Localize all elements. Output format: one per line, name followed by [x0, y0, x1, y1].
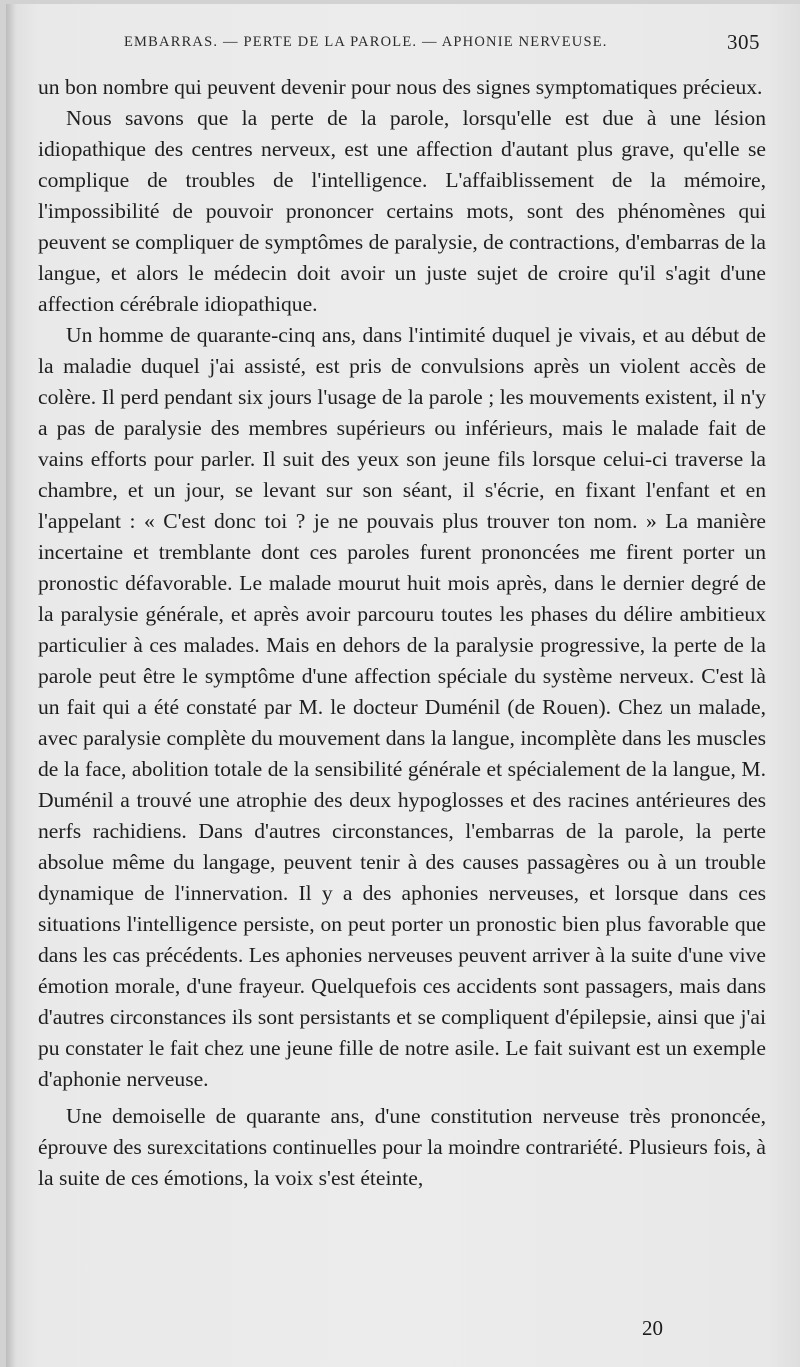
page-header	[124, 30, 760, 64]
paragraph: Un homme de quarante-cinq ans, dans l'intimité duquel je vivais, et au début de la maladie duquel j'ai assisté, est pris de convulsions après un violent accès de colère. Il perd pendant six jours l'usage de la parole ; les mouvements existent, il n'y a pas de paralysie des membres supérieurs ou inférieurs, mais le malade fait de vains efforts pour parler. Il suit des yeux son jeune fils lorsque celui-ci traverse la chambre, et un jour, se levant sur son séant, il s'écrie, en fixant l'enfant et en l'appelant : « C'est donc toi ? je ne pouvais plus trouver ton nom. » La manière incertaine et tremblante dont ces paroles furent prononcées me firent porter un pronostic défavorable. Le malade mourut huit mois après, dans le dernier degré de la paralysie générale, et après avoir parcouru toutes les phases du délire ambitieux particulier à ces malades. Mais en dehors de la paralysie progressive, la perte de la parole peut être le symptôme d'une affection spéciale du système nerveux. C'est là un fait qui a été constaté par M. le docteur Duménil (de Rouen). Chez un malade, avec paralysie complète du mouvement dans la langue, incomplète dans les muscles de la face, abolition totale de la sensibilité générale et spécialement de la langue, M. Duménil a trouvé une atrophie des deux hypoglosses et des racines antérieures des nerfs rachidiens. Dans d'autres circonstances, l'embarras de la parole, la perte absolue même du langage, peuvent tenir à des causes passagères ou à un trouble dynamique de l'innervation. Il y a des aphonies nerveuses, et lorsque dans ces situations l'intelligence persiste, on peut porter un pronostic bien plus favorable que dans les cas précédents. Les aphonies nerveuses peuvent arriver à la suite d'une vive émotion morale, d'une frayeur. Quelquefois ces accidents sont passagers, mais dans d'autres circonstances ils sont persistants et se compliquent d'épilepsie, ainsi que j'ai pu constater le fait chez une jeune fille de notre asile. Le fait suivant est un exemple d'aphonie nerveuse.	[38, 323, 766, 1091]
signature-mark: 20	[642, 1316, 663, 1340]
page-number: 305	[727, 30, 760, 54]
paragraph: un bon nombre qui peuvent devenir pour nous des signes symptomatiques précieux.	[38, 75, 763, 99]
running-head: EMBARRAS. — PERTE DE LA PAROLE. — APHONIE NERVEUSE.	[124, 34, 608, 50]
paragraph: Une demoiselle de quarante ans, d'une constitution nerveuse très prononcée, éprouve des surexcitations continuelles pour la moindre contrariété. Plusieurs fois, à la suite de ces émotions, la voix s'est éteinte,	[38, 1104, 766, 1190]
paragraph: Nous savons que la perte de la parole, lorsqu'elle est due à une lésion idiopathique des centres nerveux, est une affection d'autant plus grave, qu'elle se complique de troubles de l'intelligence. L'affaiblissement de la mémoire, l'impossibilité de pouvoir prononcer certains mots, sont des phénomènes qui peuvent se compliquer de symptômes de paralysie, de contractions, d'embarras de la langue, et alors le médecin doit avoir un juste sujet de croire qu'il s'agit d'une affection cérébrale idiopathique.	[38, 106, 766, 316]
book-page	[6, 4, 800, 1367]
body-text	[38, 72, 766, 1194]
